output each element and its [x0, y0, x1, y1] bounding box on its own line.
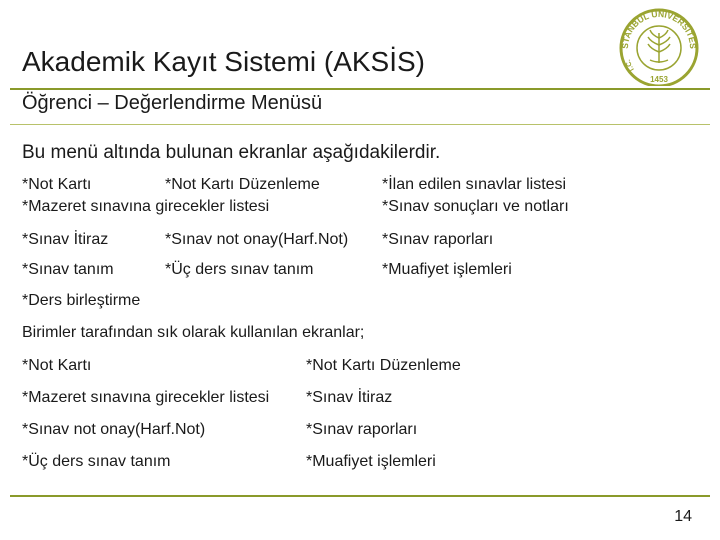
menu-item: *Üç ders sınav tanım — [165, 261, 314, 278]
menu-item: *Sınav tanım — [22, 261, 114, 278]
frequent-item: *Sınav İtiraz — [306, 389, 393, 406]
subtitle-divider — [10, 124, 710, 125]
page-number: 14 — [674, 508, 692, 525]
intro-text: Bu menü altında bulunan ekranlar aşağıdakilerdir. — [22, 142, 441, 163]
menu-item: *Sınav raporları — [382, 231, 494, 248]
menu-item: *Sınav not onay(Harf.Not) — [165, 231, 349, 248]
frequent-item: *Muafiyet işlemleri — [306, 453, 436, 470]
menu-item: *Sınav İtiraz — [22, 231, 109, 248]
frequent-heading: Birimler tarafından sık olarak kullanılan ekranlar; — [22, 324, 365, 341]
seal-year: 1453 — [650, 75, 668, 84]
footer-divider — [10, 495, 710, 497]
frequent-item: *Sınav raporları — [306, 421, 418, 438]
menu-item: *Ders birleştirme — [22, 292, 141, 309]
menu-item: *Sınav sonuçları ve notları — [382, 198, 569, 215]
university-seal-logo — [614, 6, 704, 86]
menu-item: *Not Kartı Düzenleme — [165, 176, 320, 193]
frequent-item: *Sınav not onay(Harf.Not) — [22, 421, 206, 438]
slide-subtitle: Öğrenci – Değerlendirme Menüsü — [22, 92, 323, 114]
menu-item: *Not Kartı — [22, 176, 92, 193]
slide-title: Akademik Kayıt Sistemi (AKSİS) — [22, 46, 426, 77]
seal-left-text: T.C. — [624, 58, 637, 74]
title-divider — [10, 88, 710, 90]
menu-item: *İlan edilen sınavlar listesi — [382, 176, 567, 193]
seal-ring-text: STANBUL ÜNİVERSİTES — [619, 8, 699, 50]
menu-item: *Muafiyet işlemleri — [382, 261, 512, 278]
frequent-item: *Not Kartı Düzenleme — [306, 357, 461, 374]
menu-item: *Mazeret sınavına girecekler listesi — [22, 198, 270, 215]
frequent-item: *Not Kartı — [22, 357, 92, 374]
frequent-item: *Mazeret sınavına girecekler listesi — [22, 389, 270, 406]
frequent-item: *Üç ders sınav tanım — [22, 453, 171, 470]
